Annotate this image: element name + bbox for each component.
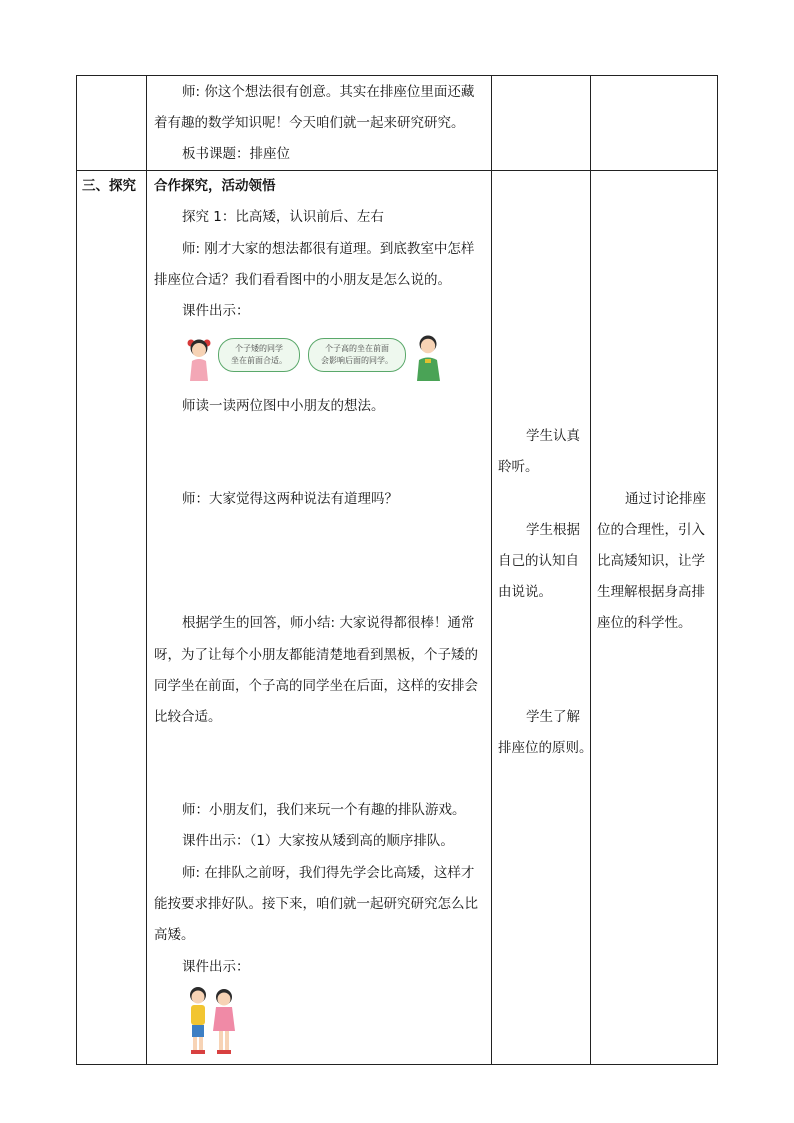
activity-heading: 合作探究，活动领悟 (154, 178, 276, 194)
teacher-line: 师: 刚才大家的想法都很有道理。到底教室中怎样 (182, 241, 475, 257)
courseware-illustration (186, 333, 448, 383)
courseware-label: 课件出示： (182, 959, 250, 975)
bubble-text: 会影响后面的同学。 (321, 356, 393, 365)
column-divider (491, 75, 492, 1065)
teacher-summary: 同学坐在前面，个子高的同学坐在后面，这样的安排会 (154, 678, 478, 694)
table-border-bottom (76, 1064, 718, 1065)
student-activity: 学生了解 (526, 709, 580, 725)
teacher-line: 师: 你这个想法很有创意。其实在排座位里面还藏 (182, 84, 475, 100)
teacher-summary: 比较合适。 (154, 709, 222, 725)
table-border-right (717, 75, 718, 1065)
courseware-line: 课件出示：（1）大家按从矮到高的顺序排队。 (182, 833, 454, 849)
table-border-left (76, 75, 77, 1065)
lesson-table (76, 75, 718, 1065)
student-activity: 聆听。 (498, 459, 539, 475)
student-activity: 学生认真 (526, 428, 580, 444)
student-activity: 由说说。 (498, 584, 552, 600)
column-divider (590, 75, 591, 1065)
teacher-line: 排座位合适？我们看看图中的小朋友是怎么说的。 (154, 272, 451, 288)
column-divider (146, 75, 147, 1065)
courseware-label: 课件出示： (182, 303, 250, 319)
bubble-text: 个子矮的同学 (235, 344, 283, 353)
student-activity: 排座位的原则。 (498, 740, 593, 756)
teacher-summary: 呀，为了让每个小朋友都能清楚地看到黑板，个子矮的 (154, 647, 478, 663)
board-title: 板书课题：排座位 (182, 146, 290, 162)
section-label: 三、探究 (82, 178, 136, 194)
design-intent: 比高矮知识，让学 (597, 553, 705, 569)
teacher-line: 师读一读两位图中小朋友的想法。 (182, 398, 385, 414)
teacher-line: 能按要求排好队。接下来，咱们就一起研究研究怎么比 (154, 896, 478, 912)
teacher-summary: 根据学生的回答，师小结: 大家说得都很棒！通常 (182, 615, 475, 631)
design-intent: 座位的科学性。 (597, 615, 692, 631)
teacher-line: 着有趣的数学知识呢！今天咱们就一起来研究研究。 (154, 115, 465, 131)
design-intent: 位的合理性，引入 (597, 522, 705, 538)
student-activity: 学生根据 (526, 522, 580, 538)
speech-bubble-right (308, 338, 406, 372)
student-activity: 自己的认知自 (498, 553, 579, 569)
boy-illustration-icon (414, 333, 444, 381)
bubble-text: 坐在前面合适。 (231, 356, 287, 365)
teacher-question: 师：大家觉得这两种说法有道理吗？ (182, 491, 398, 507)
speech-bubble-left (218, 338, 300, 372)
bubble-text: 个子高的坐在前面 (325, 344, 389, 353)
design-intent: 生理解根据身高排 (597, 584, 705, 600)
teacher-line: 师：小朋友们，我们来玩一个有趣的排队游戏。 (182, 802, 466, 818)
teacher-line: 高矮。 (154, 927, 195, 943)
teacher-line: 师: 在排队之前呀，我们得先学会比高矮，这样才 (182, 865, 475, 881)
activity-subheading: 探究 1：比高矮，认识前后、左右 (182, 209, 384, 225)
kids-comparing-height-icon (182, 985, 242, 1057)
design-intent: 通过讨论排座 (625, 491, 706, 507)
table-border-top (76, 75, 718, 76)
girl-illustration-icon (186, 335, 212, 381)
